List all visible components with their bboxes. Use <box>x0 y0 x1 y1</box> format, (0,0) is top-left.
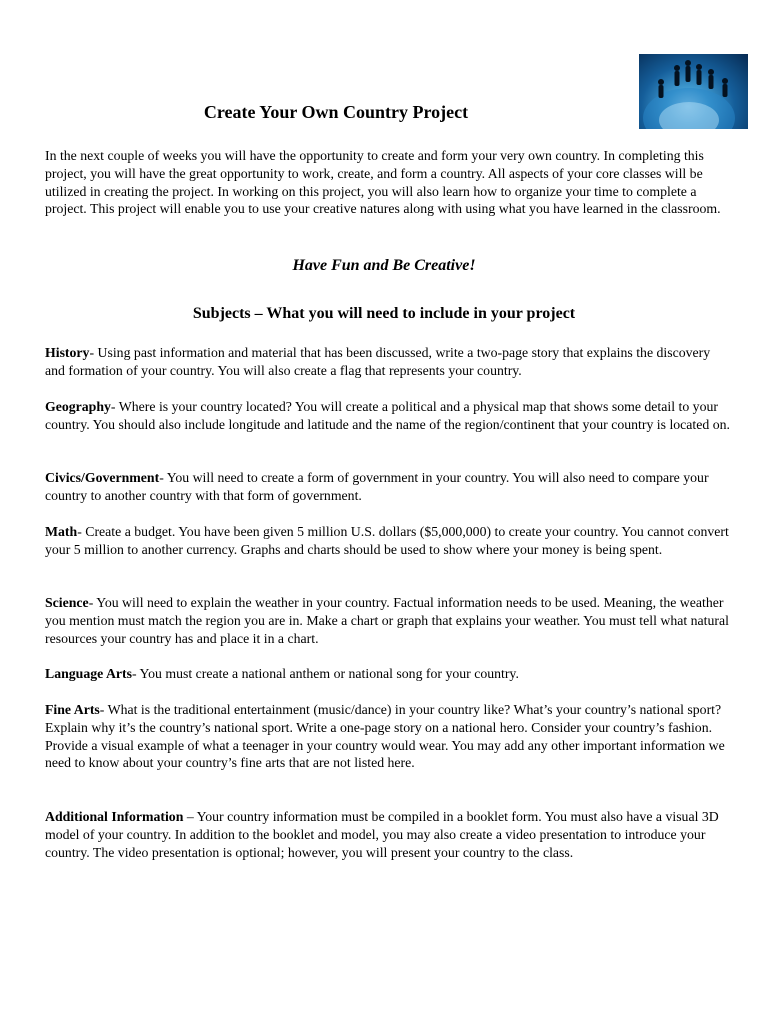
subjects-heading: Subjects – What you will need to include in your project <box>192 305 576 322</box>
section-separator: - <box>77 524 82 539</box>
section-label: Fine Arts <box>45 702 100 717</box>
section-history <box>45 344 730 380</box>
section-separator: - <box>132 666 137 681</box>
section-text: Create a budget. You have been given 5 million U.S. dollars ($5,000,000) to create your country. You cannot convert your 5 million to another currency. Graphs and charts should be used to show where your money is being spent. <box>45 524 729 557</box>
section-text: You will need to create a form of government in your country. You will also need to compare your country to another country with that form of government. <box>45 470 709 503</box>
section-separator: - <box>159 470 164 485</box>
section-label: Additional Information <box>45 809 184 824</box>
section-text: You will need to explain the weather in your country. Factual information needs to be used. Meaning, the weather you mention must match the region you are in. Make a chart or graph that explains your weather. You must tell what natural resources your country has and place it in a chart. <box>45 595 729 646</box>
section-label: Civics/Government <box>45 470 160 485</box>
section-text: Your country information must be compiled in a booklet form. You must also have a visual 3D model of your country. In addition to the booklet and model, you may also create a video presentation to introduce your country. The video presentation is optional; however, you will present your country to the class. <box>45 809 719 860</box>
section-text: Using past information and material that has been discussed, write a two-page story that explains the discovery and formation of your country. You will also create a flag that represents your country. <box>45 345 711 378</box>
document-title: Create Your Own Country Project <box>203 102 469 122</box>
section-science <box>45 594 730 647</box>
section-label: Geography <box>45 399 111 414</box>
section-separator: - <box>88 595 94 610</box>
section-math <box>45 523 730 559</box>
section-label: Language Arts <box>45 666 133 681</box>
section-additional-information <box>45 808 730 861</box>
tagline: Have Fun and Be Creative! <box>292 257 476 274</box>
section-text: What is the traditional entertainment (music/dance) in your country like? What’s your country’s national sport? Explain why it’s the country’s national sport. Write a one-page story on a national hero. Consider your country’s fashion. Provide a visual example of what a teenager in your country would wear. You may add any other important information we need to know about your country’s fine arts that are not listed here. <box>45 702 725 771</box>
section-label: History <box>45 345 90 360</box>
section-language-arts <box>45 665 730 683</box>
section-text: You must create a national anthem or national song for your country. <box>136 666 519 681</box>
section-geography <box>45 398 730 434</box>
section-label: Science <box>45 595 89 610</box>
section-civics-government <box>45 469 730 505</box>
section-text: Where is your country located? You will create a political and a physical map that shows some detail to your country. You should also include longitude and latitude and the name of the region/continent that your country is located on. <box>45 399 730 432</box>
section-label: Math <box>45 524 78 539</box>
section-fine-arts <box>45 701 730 772</box>
section-separator: - <box>110 399 116 414</box>
section-separator: - <box>89 345 95 360</box>
section-separator: – <box>183 809 194 824</box>
section-separator: - <box>99 702 105 717</box>
intro-paragraph: In the next couple of weeks you will have the opportunity to create and form your very own country. In completing this project, you will have the great opportunity to work, create, and form a country. All aspects of your core classes will be utilized in creating the project. In working on this project, you will also learn how to organize your time to complete a project. This project will enable you to use your creative natures along with using what you have learned in the classroom. <box>45 148 721 217</box>
